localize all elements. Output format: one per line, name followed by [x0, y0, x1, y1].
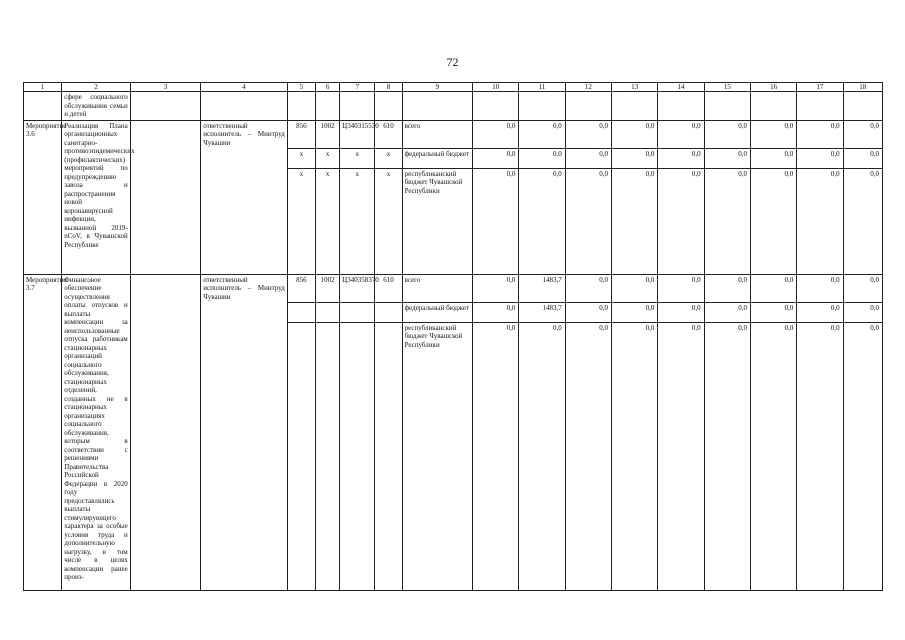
- budget-code: х: [375, 168, 402, 274]
- budget-code: х: [375, 148, 402, 168]
- col-header: 7: [340, 83, 375, 92]
- value-cell: 0,0: [750, 148, 796, 168]
- col-header: 6: [316, 83, 340, 92]
- value-cell: 0,0: [658, 148, 704, 168]
- value-cell: 0,0: [612, 322, 658, 590]
- funding-source: республиканский бюджет Чувашской Республики: [402, 322, 472, 590]
- continuation-row: [24, 92, 883, 121]
- value-cell: 0,0: [843, 322, 882, 590]
- value-cell: 0,0: [750, 302, 796, 322]
- value-cell: 0,0: [612, 302, 658, 322]
- value-cell: 0,0: [565, 322, 611, 590]
- value-cell: 0,0: [843, 148, 882, 168]
- budget-code: [340, 302, 375, 322]
- value-cell: 0,0: [843, 168, 882, 274]
- value-cell: 0,0: [704, 302, 750, 322]
- value-cell: 0,0: [565, 120, 611, 148]
- value-cell: 0,0: [704, 274, 750, 302]
- budget-code: 1002: [316, 120, 340, 148]
- col-header: 4: [201, 83, 288, 92]
- page-number: 72: [446, 55, 459, 69]
- value-cell: 0,0: [519, 120, 565, 148]
- measure-label: Мероприятие 3.6: [24, 120, 62, 274]
- budget-code: 1002: [316, 274, 340, 302]
- col-header: 2: [62, 83, 130, 92]
- measure-description: Финансовое обеспечение осуществления оплаты отпусков и выплаты компенсации за неиспользованные отпуска работникам стационарных организаций социального обслуживания, стационарных отделений, созданных не в стационарных организациях социального обслуживания, которым в соответствии с решениями Правительства Российской Федерации в 2020 году предоставлялись выплаты стимулирующего характера за особые условия труда и дополнительную нагрузку, в том числе в целях компенсации ранее произ-: [62, 274, 130, 590]
- value-cell: 0,0: [658, 168, 704, 274]
- budget-code: [375, 322, 402, 590]
- value-cell: 1483,7: [519, 274, 565, 302]
- col-header: 11: [519, 83, 565, 92]
- value-cell: 0,0: [565, 168, 611, 274]
- funding-source: федеральный бюджет: [402, 148, 472, 168]
- col-header: 10: [473, 83, 519, 92]
- funding-source: всего: [402, 274, 472, 302]
- value-cell: 0,0: [612, 148, 658, 168]
- value-cell: 0,0: [473, 322, 519, 590]
- value-cell: 0,0: [473, 274, 519, 302]
- col-header: 13: [612, 83, 658, 92]
- value-cell: 0,0: [843, 274, 882, 302]
- budget-code: 610: [375, 120, 402, 148]
- value-cell: 0,0: [797, 148, 843, 168]
- value-cell: 0,0: [473, 168, 519, 274]
- value-cell: 0,0: [565, 274, 611, 302]
- budget-code: [316, 302, 340, 322]
- table-row: [24, 120, 883, 148]
- budget-code: х: [316, 148, 340, 168]
- budget-code: [287, 302, 315, 322]
- budget-code: Ц340358370: [340, 274, 375, 302]
- budget-code: х: [287, 148, 315, 168]
- budget-code: х: [340, 168, 375, 274]
- value-cell: 0,0: [797, 322, 843, 590]
- value-cell: 0,0: [565, 302, 611, 322]
- col-header: 1: [24, 83, 62, 92]
- value-cell: 1483,7: [519, 302, 565, 322]
- funding-source: всего: [402, 120, 472, 148]
- value-cell: 0,0: [473, 148, 519, 168]
- value-cell: 0,0: [750, 120, 796, 148]
- col-header: 14: [658, 83, 704, 92]
- col-header: 16: [750, 83, 796, 92]
- value-cell: 0,0: [797, 274, 843, 302]
- value-cell: 0,0: [658, 274, 704, 302]
- value-cell: 0,0: [750, 168, 796, 274]
- budget-code: 856: [287, 274, 315, 302]
- col-header: 12: [565, 83, 611, 92]
- budget-code: [340, 322, 375, 590]
- value-cell: 0,0: [612, 120, 658, 148]
- value-cell: 0,0: [704, 168, 750, 274]
- continuation-text: сфере социального обслуживания семьи и детей: [62, 92, 130, 121]
- budget-code: 610: [375, 274, 402, 302]
- budget-code: х: [287, 168, 315, 274]
- header-row: [24, 83, 883, 92]
- value-cell: 0,0: [750, 322, 796, 590]
- budget-code: х: [316, 168, 340, 274]
- value-cell: 0,0: [704, 322, 750, 590]
- value-cell: 0,0: [797, 302, 843, 322]
- budget-code: [375, 302, 402, 322]
- funding-source: федеральный бюджет: [402, 302, 472, 322]
- value-cell: 0,0: [658, 302, 704, 322]
- value-cell: 0,0: [658, 322, 704, 590]
- col-header: 3: [130, 83, 200, 92]
- col-header: 9: [402, 83, 472, 92]
- value-cell: 0,0: [565, 148, 611, 168]
- budget-code: [287, 322, 315, 590]
- coexecutor-cell: [130, 274, 200, 590]
- value-cell: 0,0: [704, 148, 750, 168]
- value-cell: 0,0: [473, 120, 519, 148]
- funding-source: республиканский бюджет Чувашской Республики: [402, 168, 472, 274]
- value-cell: 0,0: [797, 120, 843, 148]
- budget-code: Ц340315530: [340, 120, 375, 148]
- program-table: [23, 82, 883, 591]
- col-header: 5: [287, 83, 315, 92]
- value-cell: 0,0: [843, 120, 882, 148]
- col-header: 18: [843, 83, 882, 92]
- value-cell: 0,0: [843, 302, 882, 322]
- value-cell: 0,0: [519, 168, 565, 274]
- value-cell: 0,0: [519, 148, 565, 168]
- budget-code: 856: [287, 120, 315, 148]
- col-header: 15: [704, 83, 750, 92]
- measure-executor: ответственный исполнитель – Минтруд Чувашии: [201, 274, 288, 302]
- value-cell: 0,0: [704, 120, 750, 148]
- coexecutor-cell: [130, 120, 200, 274]
- col-header: 8: [375, 83, 402, 92]
- value-cell: 0,0: [658, 120, 704, 148]
- value-cell: 0,0: [750, 274, 796, 302]
- value-cell: 0,0: [612, 274, 658, 302]
- value-cell: 0,0: [797, 168, 843, 274]
- measure-label: Мероприятие 3.7: [24, 274, 62, 590]
- value-cell: 0,0: [519, 322, 565, 590]
- col-header: 17: [797, 83, 843, 92]
- value-cell: 0,0: [612, 168, 658, 274]
- value-cell: 0,0: [473, 302, 519, 322]
- budget-code: х: [340, 148, 375, 168]
- budget-code: [316, 322, 340, 590]
- measure-description: Реализация Плана организационных санитарно-противоэпидемических (профилактических) мероприятий по предупреждению завоза и распространения новой коронавирусной инфекции, вызванной 2019-nCoV, в Чувашской Республике: [62, 120, 130, 274]
- table-row: [24, 274, 883, 302]
- measure-executor: ответственный исполнитель – Минтруд Чувашии: [201, 120, 288, 148]
